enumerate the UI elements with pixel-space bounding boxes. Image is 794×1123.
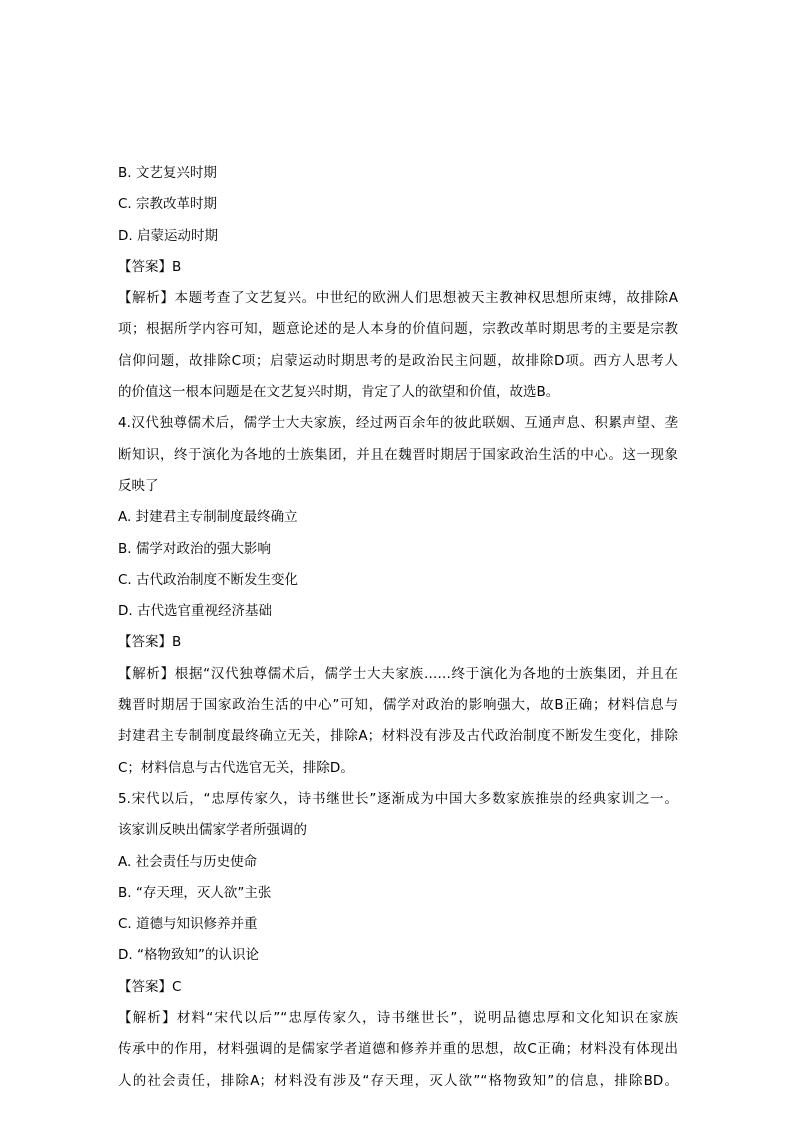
q4-analysis-line: 封建君主专制制度最终确立无关，排除A；材料没有涉及古代政治制度不断发生变化，排除 — [118, 728, 678, 745]
q5-answer: 【答案】C — [118, 978, 182, 995]
q5-analysis — [118, 1003, 678, 1097]
q3-analysis-line: 【解析】本题考查了文艺复兴。中世纪的欧洲人们思想被天主教神权思想所束缚，故排除A — [118, 290, 678, 307]
q3-answer: 【答案】B — [118, 258, 182, 275]
q5-option-c: C. 道德与知识修养并重 — [118, 916, 258, 933]
q4-option-c: C. 古代政治制度不断发生变化 — [118, 571, 299, 588]
document-page — [118, 158, 678, 1097]
q3-analysis-line: 的价值这一根本问题是在文艺复兴时期，肯定了人的欲望和价值，故选B。 — [118, 384, 560, 401]
q4-stem — [118, 408, 678, 502]
q4-analysis — [118, 659, 678, 784]
q5-stem-line: 该家训反映出儒家学者所强调的 — [118, 822, 307, 839]
q4-option-b: B. 儒学对政治的强大影响 — [118, 540, 271, 557]
q5-option-d: D. “格物致知”的认识论 — [118, 947, 259, 964]
q4-analysis-line: C；材料信息与古代选官无关，排除D。 — [118, 759, 354, 776]
q5-stem — [118, 784, 678, 847]
q3-analysis-line: 项；根据所学内容可知，题意论述的是人本身的价值问题，宗教改革时期思考的主要是宗教 — [118, 321, 678, 338]
q4-analysis-line: 【解析】根据“汉代独尊儒术后，儒学士大夫家族……终于演化为各地的士族集团，并且在 — [118, 665, 678, 682]
q4-stem-line: 反映了 — [118, 477, 159, 494]
q3-analysis — [118, 283, 678, 408]
q5-option-b: B. “存天理，灭人欲”主张 — [118, 884, 272, 901]
q4-option-d: D. 古代选官重视经济基础 — [118, 603, 272, 620]
q3-analysis-line: 信仰问题，故排除C项；启蒙运动时期思考的是政治民主问题，故排除D项。西方人思考人 — [118, 352, 678, 369]
q3-option-b: B. 文艺复兴时期 — [118, 165, 217, 181]
q4-answer: 【答案】B — [118, 634, 182, 651]
q5-options — [118, 847, 678, 972]
q4-option-a: A. 封建君主专制制度最终确立 — [118, 509, 298, 526]
q4-analysis-line: 魏晋时期居于国家政治生活的中心”可知，儒学对政治的影响强大，故B正确；材料信息与 — [118, 697, 678, 714]
q3-option-d: D. 启蒙运动时期 — [118, 227, 218, 244]
q5-option-a: A. 社会责任与历史使命 — [118, 853, 258, 870]
q4-stem-line: 断知识，终于演化为各地的士族集团，并且在魏晋时期居于国家政治生活的中心。这一现象 — [118, 446, 678, 463]
q3-options — [118, 158, 678, 252]
q5-analysis-line: 人的社会责任，排除A；材料没有涉及“存天理，灭人欲”“格物致知”的信息，排除BD。 — [118, 1072, 678, 1089]
q5-stem-line: 5.宋代以后，“忠厚传家久，诗书继世长”逐渐成为中国大多数家族推崇的经典家训之一。 — [118, 790, 678, 807]
q3-option-c: C. 宗教改革时期 — [118, 196, 218, 213]
q5-analysis-line: 【解析】材料“宋代以后”“忠厚传家久，诗书继世长”，说明品德忠厚和文化知识在家族 — [118, 1010, 678, 1027]
q5-analysis-line: 传承中的作用，材料强调的是儒家学者道德和修养并重的思想，故C正确；材料没有体现出 — [118, 1041, 678, 1058]
q4-options — [118, 502, 678, 627]
q4-stem-line: 4.汉代独尊儒术后，儒学士大夫家族，经过两百余年的彼此联姻、互通声息、积累声望、垄 — [118, 415, 678, 432]
